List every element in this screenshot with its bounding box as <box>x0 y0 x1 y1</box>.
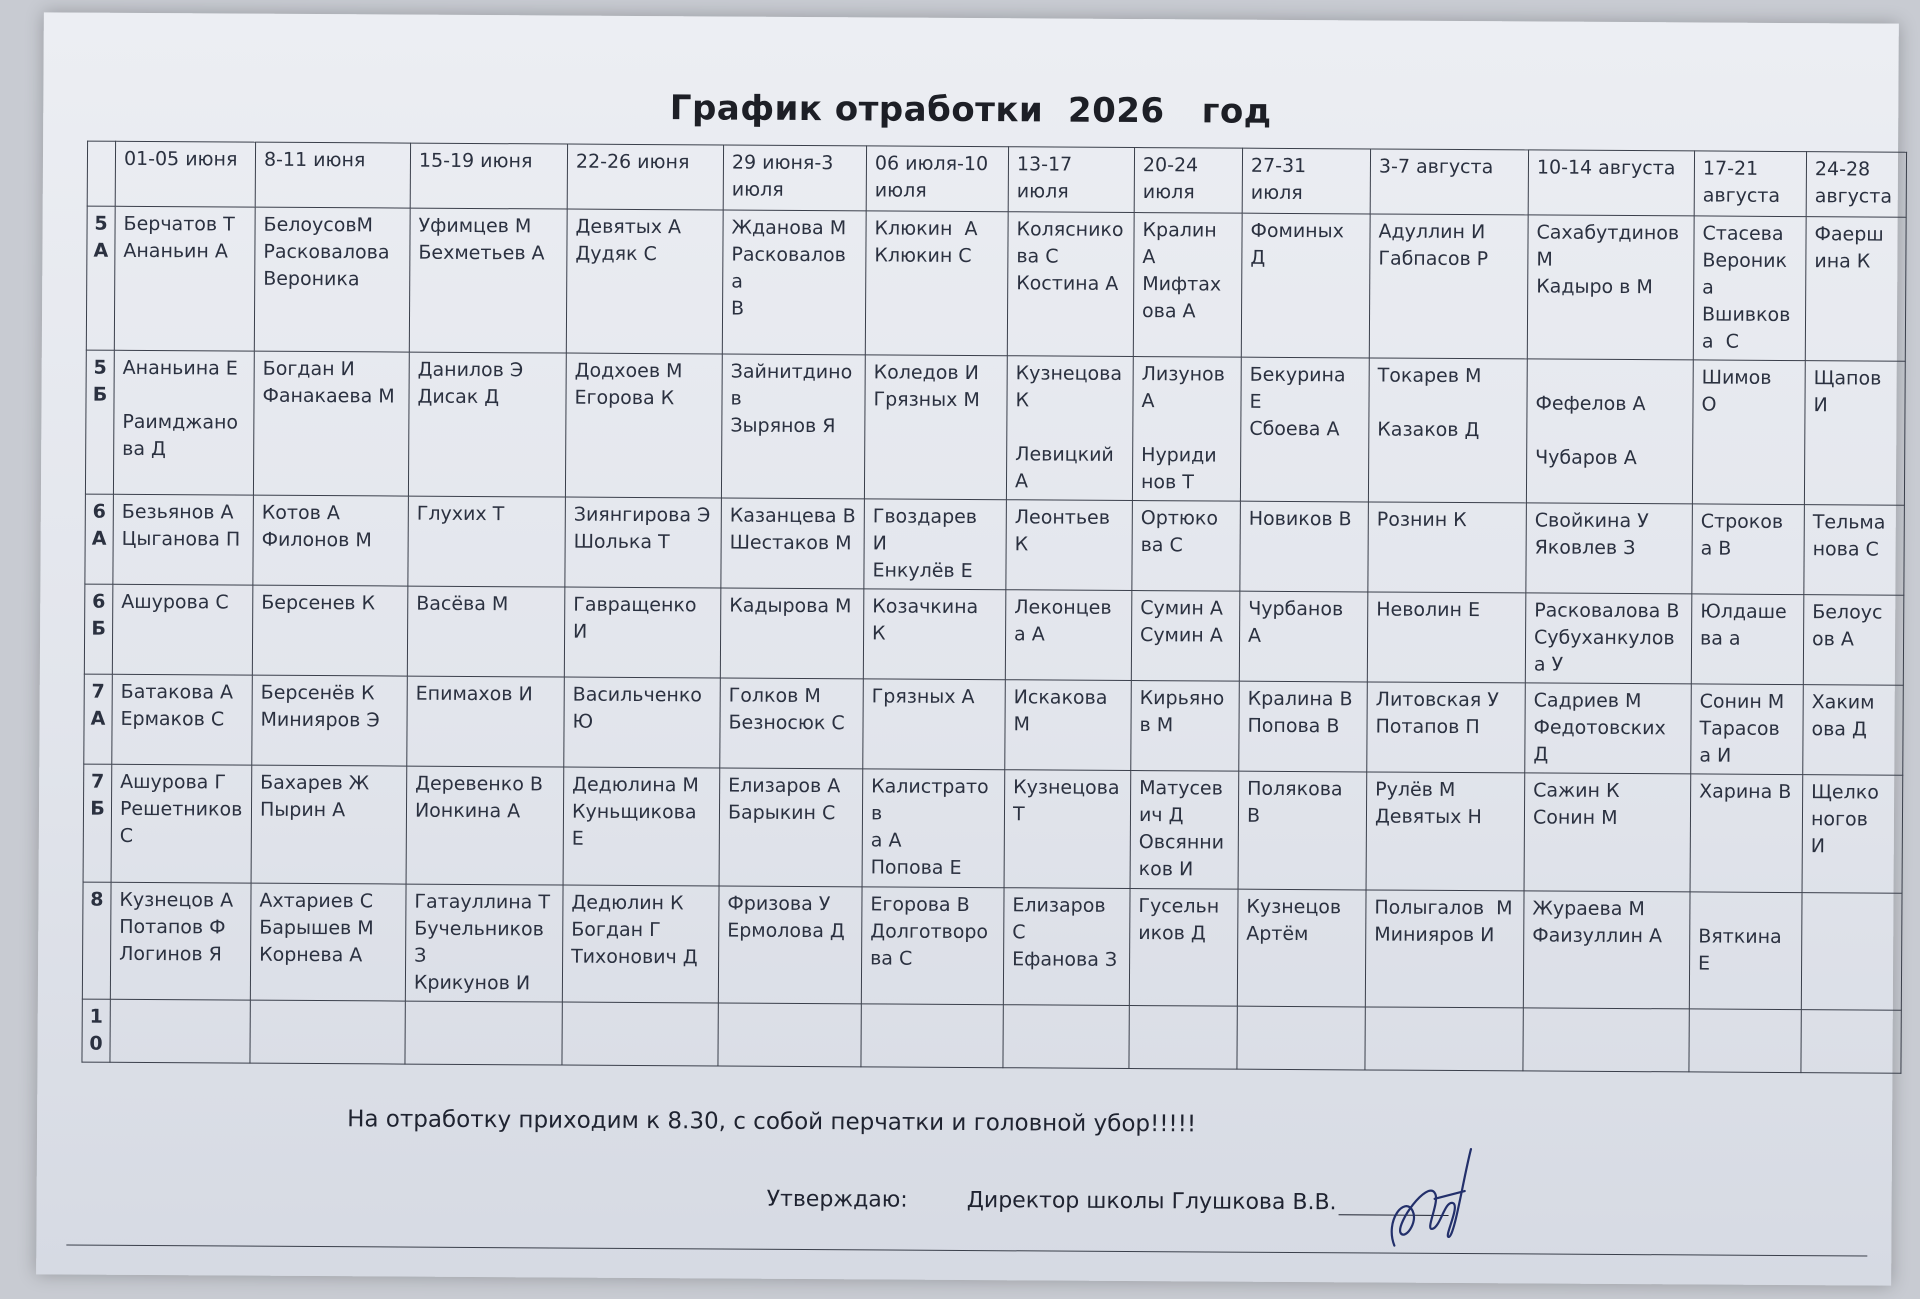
student-names: БелоусовМ Расковалова Вероника <box>263 213 390 291</box>
student-names: Сахабутдинов М Кадыро в М <box>1536 221 1680 299</box>
student-names: Рознин К <box>1376 508 1467 532</box>
table-cell <box>113 350 254 495</box>
student-names: Матусев ич Д Овсянни ков И <box>1138 777 1225 881</box>
student-names: Фефелов А Чубаров А <box>1535 365 1646 470</box>
table-cell <box>1526 359 1693 504</box>
table-cell <box>407 586 565 677</box>
header-week: 3-7 августа <box>1370 149 1528 215</box>
table-cell <box>1804 361 1905 506</box>
student-names: Кралин А Мифтах ова А <box>1142 219 1222 323</box>
student-names: Гавращенко И <box>573 593 697 643</box>
table-cell <box>1693 216 1806 361</box>
class-label: 7 А <box>84 674 113 764</box>
table-cell <box>1367 592 1526 683</box>
table-cell <box>720 588 864 679</box>
student-names: Сажин К Сонин М <box>1532 779 1620 829</box>
student-names <box>1138 1010 1229 1011</box>
table-cell <box>721 498 865 589</box>
student-names: Котов А Филонов М <box>261 501 372 552</box>
student-names: Полыгалов М Минияров И <box>1374 896 1513 947</box>
table-cell <box>862 769 1005 888</box>
student-names <box>259 1005 397 1006</box>
table-cell <box>1690 774 1803 893</box>
approval-block <box>767 1187 1449 1216</box>
student-names: Щапов И <box>1813 367 1882 417</box>
table-cell <box>110 999 250 1063</box>
student-names <box>1810 897 1893 898</box>
student-names: Щелко ногов И <box>1810 781 1879 858</box>
student-names: Фризова У Ермолова Д <box>727 892 845 943</box>
table-cell <box>1526 503 1693 594</box>
student-names: Ананьина Е Раимджано ва Д <box>122 356 239 461</box>
table-cell <box>1365 1007 1523 1071</box>
table-cell <box>405 1001 562 1065</box>
table-cell <box>861 887 1004 1005</box>
table-cell <box>720 678 864 769</box>
class-label: 5 Б <box>85 350 114 494</box>
student-names: Адуллин И Габпасов Р <box>1378 220 1489 271</box>
student-names: Грязных А <box>871 685 975 709</box>
table-cell <box>1131 681 1240 772</box>
table-cell <box>1801 893 1902 1011</box>
table-cell <box>1005 680 1132 771</box>
table-cell <box>254 207 410 352</box>
student-names: Уфимцев М Бехметьев А <box>418 214 545 265</box>
header-week: 29 июня-3 июля <box>723 145 866 211</box>
class-label: 6 Б <box>84 584 113 674</box>
table-cell <box>1692 504 1805 595</box>
table-cell <box>1805 217 1906 362</box>
student-names: Полякова В <box>1246 777 1343 827</box>
table-row <box>85 494 1905 595</box>
table-row <box>82 999 1901 1073</box>
table-cell <box>565 353 722 498</box>
student-names: Садриев М Федотовских Д <box>1533 689 1666 766</box>
header-week: 01-05 июня <box>115 141 255 207</box>
student-names: Додхоев М Егорова К <box>574 359 683 410</box>
approval-signer: Директор школы Глушкова В.В. <box>966 1188 1337 1216</box>
student-names <box>571 1007 710 1008</box>
table-cell <box>1691 684 1804 775</box>
student-names: Свойкина У Яковлев З <box>1534 509 1649 560</box>
table-cell <box>112 674 253 765</box>
table-cell <box>1527 215 1694 360</box>
table-cell <box>111 764 252 883</box>
student-names: Девятых А Дудяк С <box>575 215 682 266</box>
class-label: 5 А <box>86 206 115 350</box>
student-names: Жданова М Расковалова В <box>731 216 847 320</box>
student-names: Голков М Безносюк С <box>728 684 845 735</box>
table-cell <box>564 677 721 768</box>
table-cell <box>1238 771 1367 890</box>
table-cell <box>252 675 408 766</box>
table-cell <box>1801 1010 1901 1074</box>
table-cell <box>863 679 1006 770</box>
student-names: Кадырова М <box>729 594 852 618</box>
table-row <box>83 764 1903 893</box>
student-names: Коледов И Грязных М <box>873 361 980 412</box>
table-cell <box>1367 682 1526 773</box>
student-names <box>1810 1014 1893 1015</box>
table-cell <box>718 886 862 1004</box>
attendance-note: На отработку приходим к 8.30, с собой перчатки и головной убор!!!!! <box>347 1106 1197 1138</box>
table-cell <box>1525 683 1692 774</box>
bottom-rule <box>66 1245 1867 1257</box>
student-names: Дедюлин К Богдан Г Тихонович Д <box>571 891 698 969</box>
table-cell <box>1007 212 1134 357</box>
table-cell <box>1804 505 1905 596</box>
header-corner <box>87 141 115 206</box>
table-cell <box>1003 888 1130 1006</box>
student-names: Харина В <box>1699 780 1792 804</box>
student-names: Бекурина Е Сбоева А <box>1249 363 1346 441</box>
header-week: 10-14 августа <box>1528 150 1694 216</box>
table-cell <box>408 352 566 497</box>
approval-label: Утверждаю: <box>766 1186 908 1213</box>
student-names: Леконцев а А <box>1014 596 1112 646</box>
student-names: Козачкина К <box>872 595 985 645</box>
student-names: Искакова М <box>1013 686 1108 736</box>
header-week: 06 июля-10 июля <box>866 146 1008 212</box>
table-cell <box>864 499 1007 590</box>
class-label: 6 А <box>85 494 114 584</box>
student-names: Сонин М Тарасов а И <box>1699 690 1785 767</box>
table-cell <box>252 585 408 676</box>
handwritten-signature <box>1374 1140 1485 1261</box>
student-names: Вяткина Е <box>1698 898 1782 975</box>
student-names: Кирьяно в М <box>1139 687 1225 737</box>
table-cell <box>1130 770 1239 889</box>
table-cell <box>408 496 566 587</box>
table-cell <box>1239 591 1368 682</box>
table-cell <box>1006 356 1133 501</box>
table-cell <box>719 768 863 887</box>
student-names: Рулёв М Девятых Н <box>1374 778 1482 829</box>
table-cell <box>1368 502 1527 593</box>
table-cell <box>1803 595 1904 686</box>
table-cell <box>409 208 567 353</box>
table-cell <box>1133 213 1242 358</box>
student-names: Кузнецова К Левицкий А <box>1014 362 1123 493</box>
table-cell <box>1369 214 1528 359</box>
student-names <box>1012 1009 1121 1010</box>
student-names: Гатауллина Т Бучельников З Крикунов И <box>413 890 551 995</box>
student-names: Берчатов Т Ананьин А <box>123 212 235 263</box>
table-row <box>86 206 1906 361</box>
table-cell <box>1523 891 1690 1009</box>
student-names: Ашурова С <box>121 590 229 614</box>
table-cell <box>1368 358 1527 503</box>
student-names: Егорова В Долготворо ва С <box>870 893 989 970</box>
header-week: 13-17 июля <box>1008 147 1134 213</box>
student-names: Зиянгирова Э Шолька Т <box>573 503 711 554</box>
student-names: Стасева Вероник а Вшивков а С <box>1701 222 1791 353</box>
table-cell <box>563 767 720 886</box>
student-names: Васёва М <box>416 592 509 616</box>
table-cell <box>1003 1005 1129 1069</box>
table-cell <box>250 1000 405 1064</box>
table-cell <box>253 495 409 586</box>
table-cell <box>1129 1005 1237 1069</box>
student-names: Леонтьев К <box>1014 506 1111 556</box>
student-names: Елизаров А Барыкин С <box>727 774 841 825</box>
table-cell <box>1803 685 1904 776</box>
table-cell <box>1237 1006 1365 1070</box>
student-names <box>727 1008 853 1009</box>
table-cell <box>405 884 563 1002</box>
student-names: Токарев М Казаков Д <box>1377 364 1482 442</box>
schedule-table <box>81 141 1907 1074</box>
student-names: Берсенев К <box>261 591 376 615</box>
header-week: 27-31 июля <box>1242 148 1370 214</box>
table-cell <box>1131 591 1240 682</box>
table-cell <box>718 1003 861 1067</box>
table-cell <box>1689 1009 1801 1073</box>
table-cell <box>722 210 866 355</box>
student-names: Тельма нова С <box>1812 511 1886 561</box>
student-names: Гвоздарев И Енкулёв Е <box>872 505 978 583</box>
student-names: Новиков В <box>1248 507 1352 531</box>
table-cell <box>1004 770 1131 889</box>
table-cell <box>113 494 254 585</box>
table-cell <box>1692 360 1805 505</box>
table-cell <box>1524 773 1691 892</box>
table-cell <box>112 584 253 675</box>
student-names: Лизунов А Нуриди нов Т <box>1140 363 1225 494</box>
table-row <box>85 350 1905 505</box>
table-cell <box>250 883 406 1001</box>
table-row <box>84 674 1904 775</box>
table-cell <box>1525 593 1692 684</box>
student-names <box>119 1004 242 1005</box>
table-cell <box>251 765 407 884</box>
student-names: Ахтариев С Барышев М Корнева А <box>259 889 374 967</box>
student-names <box>1246 1011 1357 1012</box>
table-cell <box>1240 357 1369 502</box>
header-week: 17-21 августа <box>1694 151 1806 217</box>
student-names: Бахарев Ж Пырин А <box>259 771 370 822</box>
table-cell <box>1802 775 1903 894</box>
table-cell <box>721 354 865 499</box>
student-names: Литовская У Потапов П <box>1375 688 1499 739</box>
table-cell <box>1240 501 1369 592</box>
student-names: Зайнитдино в Зырянов Я <box>730 360 853 438</box>
student-names: Чурбанов А <box>1248 597 1344 647</box>
table-cell <box>1239 681 1368 772</box>
table-cell <box>1005 590 1132 681</box>
table-cell <box>861 1004 1003 1068</box>
table-cell <box>1129 888 1238 1006</box>
student-names: Глухих Т <box>416 502 505 526</box>
table-row <box>82 882 1902 1010</box>
student-names: Кузнецова Т <box>1012 776 1120 826</box>
table-cell <box>1365 890 1524 1008</box>
student-names: Епимахов И <box>415 682 533 706</box>
table-cell <box>564 587 721 678</box>
table-cell <box>1523 1008 1689 1072</box>
table-cell <box>407 676 565 767</box>
student-names: Кузнецов А Потапов Ф Логинов Я <box>119 888 234 966</box>
student-names: Кралина В Попова В <box>1247 687 1353 738</box>
student-names: Фоминых Д <box>1250 219 1344 269</box>
class-label: 8 <box>82 882 111 999</box>
header-week: 24-28 августа <box>1806 152 1906 218</box>
student-names: Сумин А Сумин А <box>1140 597 1223 647</box>
student-names: Деревенко В Ионкина А <box>414 772 544 823</box>
student-names: Елизаров С Ефанова З <box>1012 894 1118 971</box>
student-names: Калистратов а А Попова Е <box>870 775 989 879</box>
student-names: Белоус ов А <box>1812 601 1883 651</box>
student-names <box>870 1008 995 1009</box>
table-cell <box>1237 889 1366 1007</box>
student-names <box>1374 1011 1515 1012</box>
table-cell <box>863 589 1006 680</box>
student-names <box>1532 1012 1681 1013</box>
document-sheet <box>36 12 1899 1285</box>
student-names: Расковалова В Субуханкулов а У <box>1533 599 1680 676</box>
student-names: Шимов О <box>1701 366 1772 416</box>
student-names: Казанцева В Шестаков М <box>729 504 856 555</box>
document-title: График отработки 2026 год <box>669 88 1272 132</box>
header-week: 22-26 июня <box>567 144 723 210</box>
table-cell <box>562 885 719 1003</box>
table-cell <box>253 351 409 496</box>
student-names: Васильченко Ю <box>572 683 703 733</box>
student-names <box>414 1006 554 1007</box>
table-cell <box>114 206 255 351</box>
table-body <box>82 206 1906 1073</box>
student-names: Строков а В <box>1700 510 1784 560</box>
table-cell <box>1132 501 1241 592</box>
student-names: Богдан И Фанакаева М <box>262 357 395 408</box>
table-cell <box>1006 500 1133 591</box>
class-label: 1 0 <box>82 999 110 1062</box>
student-names: Батакова А Ермаков С <box>120 680 234 731</box>
table-cell <box>406 766 564 885</box>
table-cell <box>1241 213 1370 358</box>
table-cell <box>1689 892 1802 1010</box>
student-names: Юлдаше ва а <box>1700 600 1787 650</box>
table-cell <box>1132 357 1241 502</box>
student-names: Хаким ова Д <box>1811 691 1875 741</box>
student-names: Коляснико ва С Костина А <box>1016 218 1124 295</box>
table-cell <box>562 1002 718 1066</box>
table-cell <box>565 497 722 588</box>
student-names: Данилов Э Дисак Д <box>417 358 524 409</box>
student-names: Безьянов А Цыганова П <box>121 500 241 551</box>
header-week: 8-11 июня <box>255 142 410 208</box>
student-names: Жураева М Фаизуллин А <box>1532 897 1663 948</box>
student-names: Фаерш ина К <box>1814 223 1884 273</box>
table-cell <box>110 882 251 1000</box>
table-cell <box>865 211 1008 356</box>
table-cell <box>1366 772 1525 891</box>
student-names: Берсенёв К Минияров Э <box>260 681 380 732</box>
header-row <box>87 141 1906 217</box>
student-names <box>1698 1013 1793 1014</box>
student-names: Ашурова Г Решетников С <box>119 770 243 847</box>
header-week: 20-24 июля <box>1134 148 1242 214</box>
class-label: 7 Б <box>83 764 112 882</box>
student-names: Ортюко ва С <box>1140 507 1219 557</box>
table-cell <box>566 209 723 354</box>
table-cell <box>864 355 1007 500</box>
header-week: 15-19 июня <box>410 143 567 209</box>
student-names: Неволин Е <box>1376 598 1481 622</box>
student-names: Дедюлина М Куньщикова Е <box>571 773 703 850</box>
student-names: Кузнецов Артём <box>1246 895 1342 946</box>
table-row <box>84 584 1904 685</box>
table-cell <box>1691 594 1804 685</box>
student-names: Клюкин А Клюкин С <box>874 217 978 268</box>
student-names: Гусельн иков Д <box>1138 895 1220 945</box>
